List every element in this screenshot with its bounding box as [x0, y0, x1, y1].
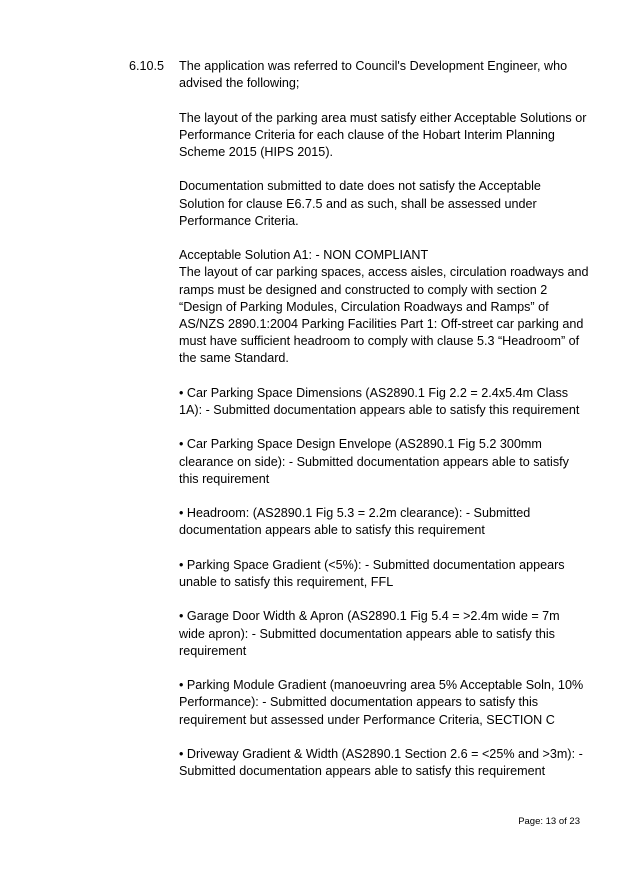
section-number: 6.10.5	[129, 59, 165, 73]
acceptable-solution-heading: Acceptable Solution A1: - NON COMPLIANT	[179, 248, 429, 263]
bullet-headroom: • Headroom: (AS2890.1 Fig 5.3 = 2.2m clearance): - Submitted documentation appears able to satisfy this requirement	[179, 506, 531, 538]
paragraph-referral: The application was referred to Council's Development Engineer, who advised the following;	[179, 59, 568, 91]
paragraph-documentation-status: Documentation submitted to date does not satisfy the Acceptable Solution for clause E6.7.5 and as such, shall be assessed under Performance Criteria.	[179, 179, 541, 228]
bullet-driveway-gradient: • Driveway Gradient & Width (AS2890.1 Section 2.6 = <25% and >3m): - Submitted documentation appears able to satisfy this requirement	[179, 746, 583, 779]
bullet-module-gradient: • Parking Module Gradient (manoeuvring area 5% Acceptable Soln, 10% Performance): - Submitted documentation appears to satisfy this requirement but assessed under Performance Criteria, SECTION C	[179, 678, 584, 727]
page-number: Page: 13 of 23	[518, 816, 580, 827]
paragraph-layout-requirement: The layout of the parking area must satisfy either Acceptable Solutions or Performance Criteria for each clause of the Hobart Interim Planning Scheme 2015 (HIPS 2015).	[179, 110, 587, 159]
acceptable-solution-body: The layout of car parking spaces, access aisles, circulation roadways and ramps must be designed and constructed to comply with section 2 “Design of Parking Modules, Circulation Roadways and Ramps” of AS/NZS 2890.1:2004 Parking Facilities Part 1: Off-street car parking and must have sufficient headroom to comply with clause 5.3 “Headroom” of the same Standard.	[179, 265, 589, 366]
document-body	[179, 58, 589, 780]
bullet-design-envelope: • Car Parking Space Design Envelope (AS2890.1 Fig 5.2 300mm clearance on side): - Submitted documentation appears able to satisfy this requirement	[179, 437, 569, 486]
bullet-space-gradient: • Parking Space Gradient (<5%): - Submitted documentation appears unable to satisfy this requirement, FFL	[179, 557, 565, 589]
bullet-space-dimensions: • Car Parking Space Dimensions (AS2890.1 Fig 2.2 = 2.4x5.4m Class 1A): - Submitted documentation appears able to satisfy this requirement	[179, 385, 580, 417]
bullet-garage-door-apron: • Garage Door Width & Apron (AS2890.1 Fig 5.4 = >2.4m wide = 7m wide apron): - Submitted documentation appears able to satisfy this requirement	[179, 609, 560, 658]
